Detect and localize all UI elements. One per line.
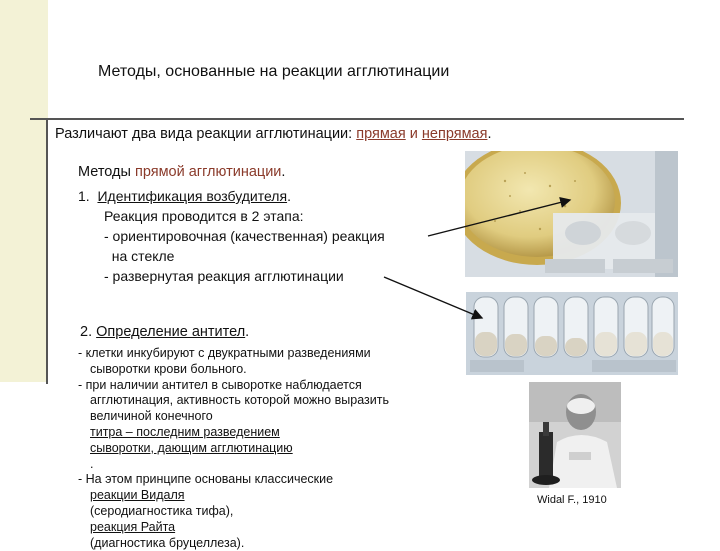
item-identification [78,186,385,286]
item1-line: - развернутая реакция агглютинации [104,268,344,284]
widal-portrait-image [529,382,621,488]
intro-direct-link[interactable]: прямая [356,126,406,142]
widal-link[interactable]: реакции Видаля [90,488,185,503]
portrait-caption: Widal F., 1910 [537,494,607,506]
direct-heading-highlight: прямой агглютинации [134,164,282,180]
agglutination-tubes-image [466,292,678,375]
item2-line [78,520,389,551]
item1-line: на стекле [104,248,175,264]
titer-link-cont: сыворотки, дающим агглютинацию [90,440,293,455]
intro-indirect-link[interactable]: непрямая [421,126,488,142]
widal-suffix: (серодиагностика тифа), [90,503,234,518]
item2-title: Определение антител [96,324,246,340]
horizontal-rule [30,118,684,120]
titer-prefix: величиной конечного [90,409,213,424]
petri-dish-image [465,151,678,277]
intro-suffix: . [487,126,492,142]
item2-line: сыворотки крови больного. [90,361,247,376]
item2-line [78,409,389,441]
item2-line: агглютинация, активность которой можно выразить [90,393,389,408]
wright-link[interactable]: реакция Райта [90,519,176,534]
slide-title: Методы, основанные на реакции агглютинации [98,63,450,80]
vertical-rule [46,119,48,384]
intro-text [55,126,491,142]
direct-heading-prefix: Методы [78,164,135,180]
item2-number: 2. [80,324,97,340]
item2-line: - при наличии антител в сыворотке наблюдается [78,377,362,392]
item1-title-suffix: . [287,188,291,204]
item2-line: - клетки инкубируют с двукратными разведениями [78,346,371,360]
slide-sidebar [0,0,48,382]
wright-suffix: (диагностика бруцеллеза). [90,535,245,550]
titer-suffix: . [90,456,94,471]
direct-methods-heading [78,164,285,180]
intro-prefix: Различают два вида реакции агглютинации: [55,126,357,142]
item2-title-suffix: . [245,324,250,340]
direct-heading-suffix: . [281,164,286,180]
item2-body [78,346,389,551]
item2-line [78,488,389,520]
item2-line [78,441,389,473]
item2-line: - На этом принципе основаны классические [78,472,334,487]
intro-and: и [405,126,422,142]
item1-line: Реакция проводится в 2 этапа: [104,208,304,224]
item1-line: - ориентировочная (качественная) реакция [104,228,385,244]
titer-link: титра – последним разведением [90,424,280,439]
item-antibody-detection [80,324,249,340]
item1-number: 1. [78,188,90,204]
item1-title: Идентификация возбудителя [97,188,288,204]
